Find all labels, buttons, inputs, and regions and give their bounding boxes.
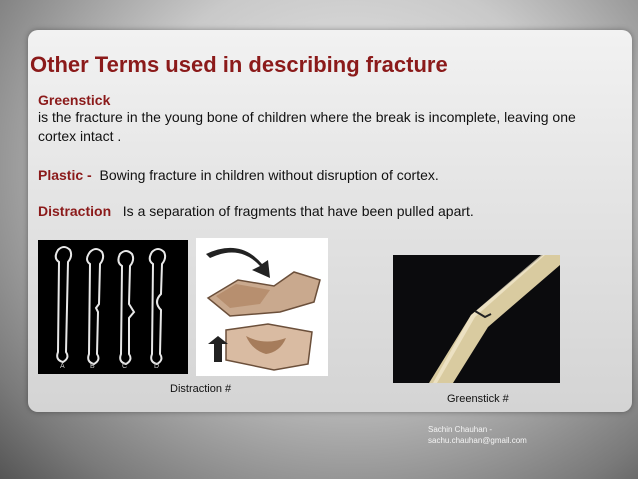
xray-bones-image [38,240,188,374]
greenstick-definition [38,92,598,146]
distraction-label: Distraction [38,203,112,219]
xray-letter-a: A [60,363,65,370]
distraction-text: Is a separation of fragments that have been pulled apart. [122,203,474,219]
caption-distraction: Distraction # [170,383,232,395]
distraction-definition [38,202,598,221]
footer-author: Sachin Chauhan - [428,425,493,434]
xray-letter-d: D [154,363,160,370]
greenstick-xray-image [393,255,560,383]
distraction-illustration [196,238,328,376]
plastic-text: Bowing fracture in children without disruption of cortex. [99,167,439,183]
author-footer [428,424,527,446]
footer-email: sachu.chauhan@gmail.com [428,436,527,445]
greenstick-label: Greenstick [38,92,111,108]
xray-letter-b: B [90,363,95,370]
slide-title: Other Terms used in describing fracture [30,52,448,77]
caption-greenstick: Greenstick # [447,393,509,405]
plastic-label: Plastic - [38,167,92,183]
xray-letter-c: C [122,363,128,370]
greenstick-text: is the fracture in the young bone of children where the break is incomplete, leaving one cortex intact . [38,109,576,144]
plastic-definition [38,166,598,185]
